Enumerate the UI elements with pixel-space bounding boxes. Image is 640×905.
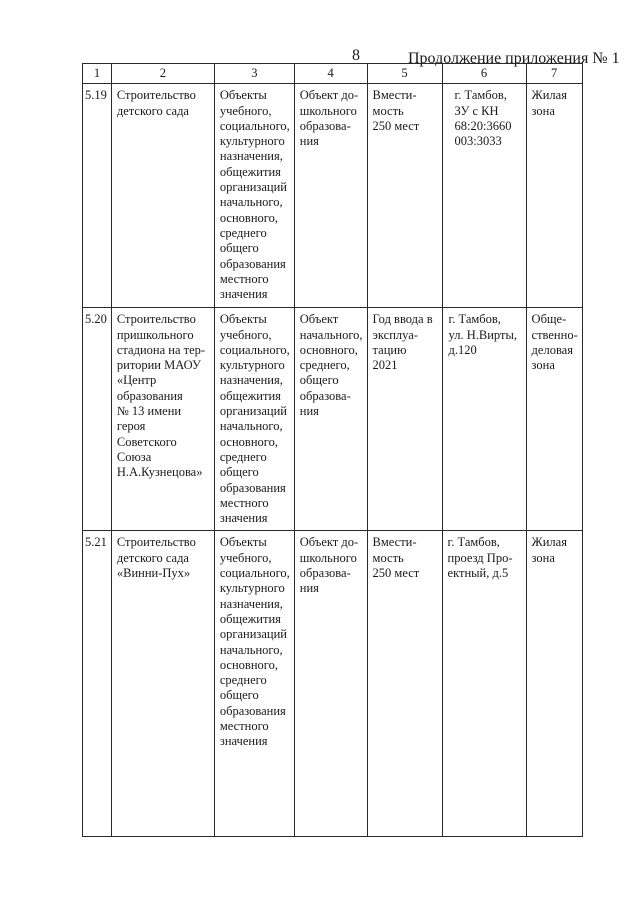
row-object-type: Объекты учебного, социального, культурного назначения, общежития организаций начального, основного, среднего общего образования местного значения xyxy=(214,531,294,837)
continuation-title: Продолжение приложения № 1 xyxy=(408,50,620,67)
row-capacity: Вмести- мость 250 мест xyxy=(367,84,442,308)
col-header: 1 xyxy=(83,64,112,84)
row-name: Строительство детского сада xyxy=(111,84,214,308)
row-name: Строительство пришкольного стадиона на тер- ритории МАОУ «Центр образования № 13 имени героя Советского Союза Н.А.Кузнецова» xyxy=(111,308,214,531)
row-location: г. Тамбов, ул. Н.Вирты, д.120 xyxy=(442,308,526,531)
row-location: г. Тамбов, проезд Про- ектный, д.5 xyxy=(442,531,526,837)
page-number: 8 xyxy=(352,47,360,64)
row-zone: Обще- ственно- деловая зона xyxy=(526,308,582,531)
objects-table xyxy=(82,63,583,837)
row-object: Объект до- школьного образова- ния xyxy=(294,531,367,837)
row-name: Строительство детского сада «Винни-Пух» xyxy=(111,531,214,837)
table-row xyxy=(83,84,583,308)
table-row xyxy=(83,308,583,531)
row-zone: Жилая зона xyxy=(526,531,582,837)
row-zone: Жилая зона xyxy=(526,84,582,308)
row-object: Объект до- школьного образова- ния xyxy=(294,84,367,308)
row-object-type: Объекты учебного, социального, культурного назначения, общежития организаций начального, основного, среднего общего образования местного значения xyxy=(214,308,294,531)
row-object: Объект начального, основного, среднего, общего образова- ния xyxy=(294,308,367,531)
col-header: 7 xyxy=(526,64,582,84)
row-capacity: Вмести- мость 250 мест xyxy=(367,531,442,837)
row-location: г. Тамбов, ЗУ с КН 68:20:3660 003:3033 xyxy=(442,84,526,308)
col-header: 3 xyxy=(214,64,294,84)
row-object-type: Объекты учебного, социального, культурного назначения, общежития организаций начального, основного, среднего общего образования местного значения xyxy=(214,84,294,308)
row-number: 5.21 xyxy=(83,531,112,837)
col-header: 5 xyxy=(367,64,442,84)
column-number-row xyxy=(83,64,583,84)
col-header: 4 xyxy=(294,64,367,84)
col-header: 6 xyxy=(442,64,526,84)
row-number: 5.20 xyxy=(83,308,112,531)
row-number: 5.19 xyxy=(83,84,112,308)
table-row xyxy=(83,531,583,837)
col-header: 2 xyxy=(111,64,214,84)
row-capacity: Год ввода в эксплуа- тацию 2021 xyxy=(367,308,442,531)
